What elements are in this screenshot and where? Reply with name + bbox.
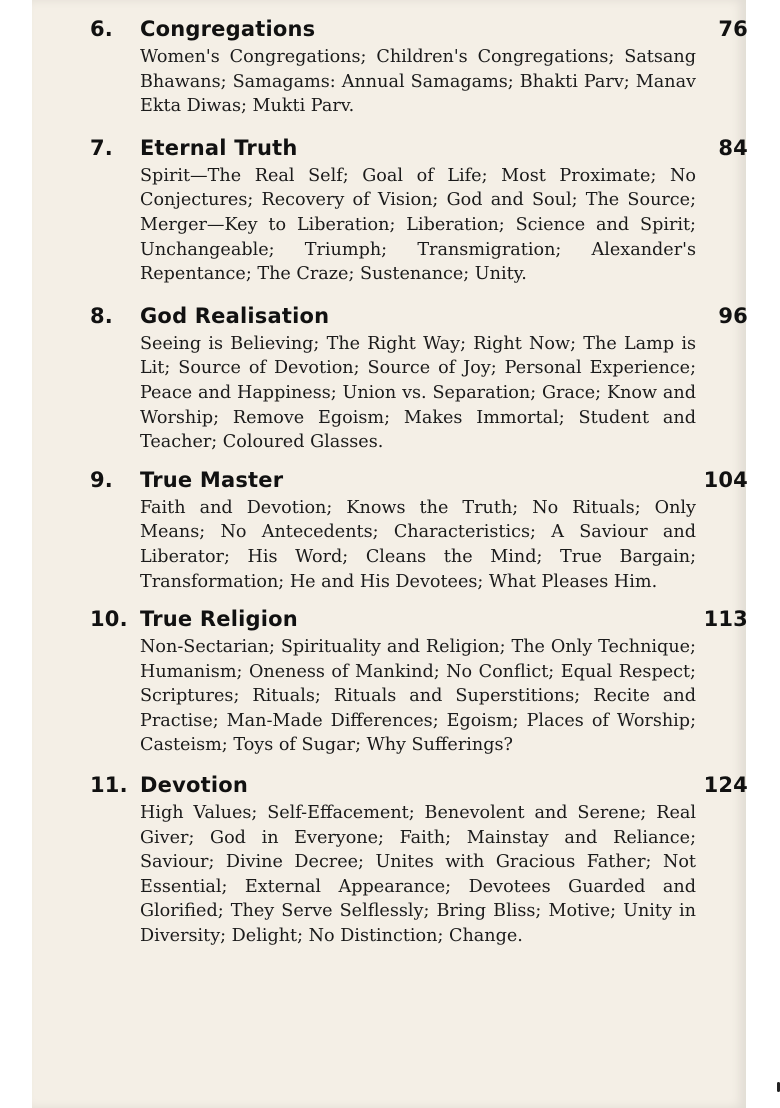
table-of-contents (90, 12, 750, 949)
chapter-topics: High Values; Self-Effacement; Benevolent and Serene; Real Giver; God in Everyone; Faith; Mainstay and Reliance; Saviour; Divine Decree; Unites with Gracious Father; Not Essential; External Appearance; Devotees Guarded and Glorified; They Serve Selflessly; Bring Bliss; Motive; Unity in Diversity; Delight; No Distinction; Change. (140, 803, 696, 947)
chapter-number: 8. (90, 303, 113, 328)
chapter-title: True Master (140, 467, 284, 492)
toc-entry-true-master (90, 463, 750, 594)
page-number: 96 (718, 303, 748, 328)
toc-entry-eternal-truth (90, 131, 750, 287)
entry-heading (90, 12, 750, 46)
entry-heading (90, 299, 750, 333)
page-number: 84 (718, 135, 748, 160)
chapter-title: True Religion (140, 607, 298, 632)
chapter-title: God Realisation (140, 303, 330, 328)
entry-heading (90, 768, 750, 802)
page-number: 104 (703, 467, 748, 492)
chapter-number: 10. (90, 607, 128, 632)
chapter-number: 7. (90, 135, 113, 160)
chapter-number: 6. (90, 17, 113, 41)
page-number: 76 (718, 17, 748, 41)
entry-heading (90, 602, 750, 636)
chapter-title: Eternal Truth (140, 135, 298, 160)
chapter-topics: Faith and Devotion; Knows the Truth; No Rituals; Only Means; No Antecedents; Characteristics; A Saviour and Liberator; His Word; Cleans the Mind; True Bargain; Transformation; He and His Devotees; What Pleases Him. (140, 497, 696, 592)
page-number: 113 (703, 607, 748, 632)
book-page (32, 0, 746, 1108)
chapter-title: Devotion (140, 773, 249, 798)
chapter-number: 11. (90, 773, 128, 798)
chapter-topics: Women's Congregations; Children's Congregations; Satsang Bhawans; Samagams: Annual Samagams; Bhakti Parv; Manav Ekta Diwas; Mukti Parv. (140, 47, 696, 117)
chapter-topics: Non-Sectarian; Spirituality and Religion; The Only Technique; Humanism; Oneness of Mankind; No Conflict; Equal Respect; Scriptures; Rituals; Rituals and Superstitions; Recite and Practise; Man-Made Differences; Egoism; Places of Worship; Casteism; Toys of Sugar; Why Sufferings? (140, 637, 696, 756)
chapter-topics: Seeing is Believing; The Right Way; Right Now; The Lamp is Lit; Source of Devotion; Source of Joy; Personal Experience; Peace and Happiness; Union vs. Separation; Grace; Know and Worship; Remove Egoism; Makes Immortal; Student and Teacher; Coloured Glasses. (140, 333, 696, 453)
toc-entry-god-realisation (90, 299, 750, 455)
page-number: 124 (703, 773, 748, 798)
toc-entry-true-religion (90, 602, 750, 758)
chapter-title: Congregations (140, 17, 316, 41)
entry-heading (90, 131, 750, 165)
chapter-number: 9. (90, 467, 113, 492)
toc-entry-devotion (90, 768, 750, 949)
chapter-topics: Spirit—The Real Self; Goal of Life; Most Proximate; No Conjectures; Recovery of Vision; God and Soul; The Source; Merger—Key to Liberation; Liberation; Science and Spirit; Unchangeable; Triumph; Transmigration; Alexander's Repentance; The Craze; Sustenance; Unity. (140, 165, 696, 285)
toc-entry-congregations (90, 12, 750, 119)
entry-heading (90, 463, 750, 497)
